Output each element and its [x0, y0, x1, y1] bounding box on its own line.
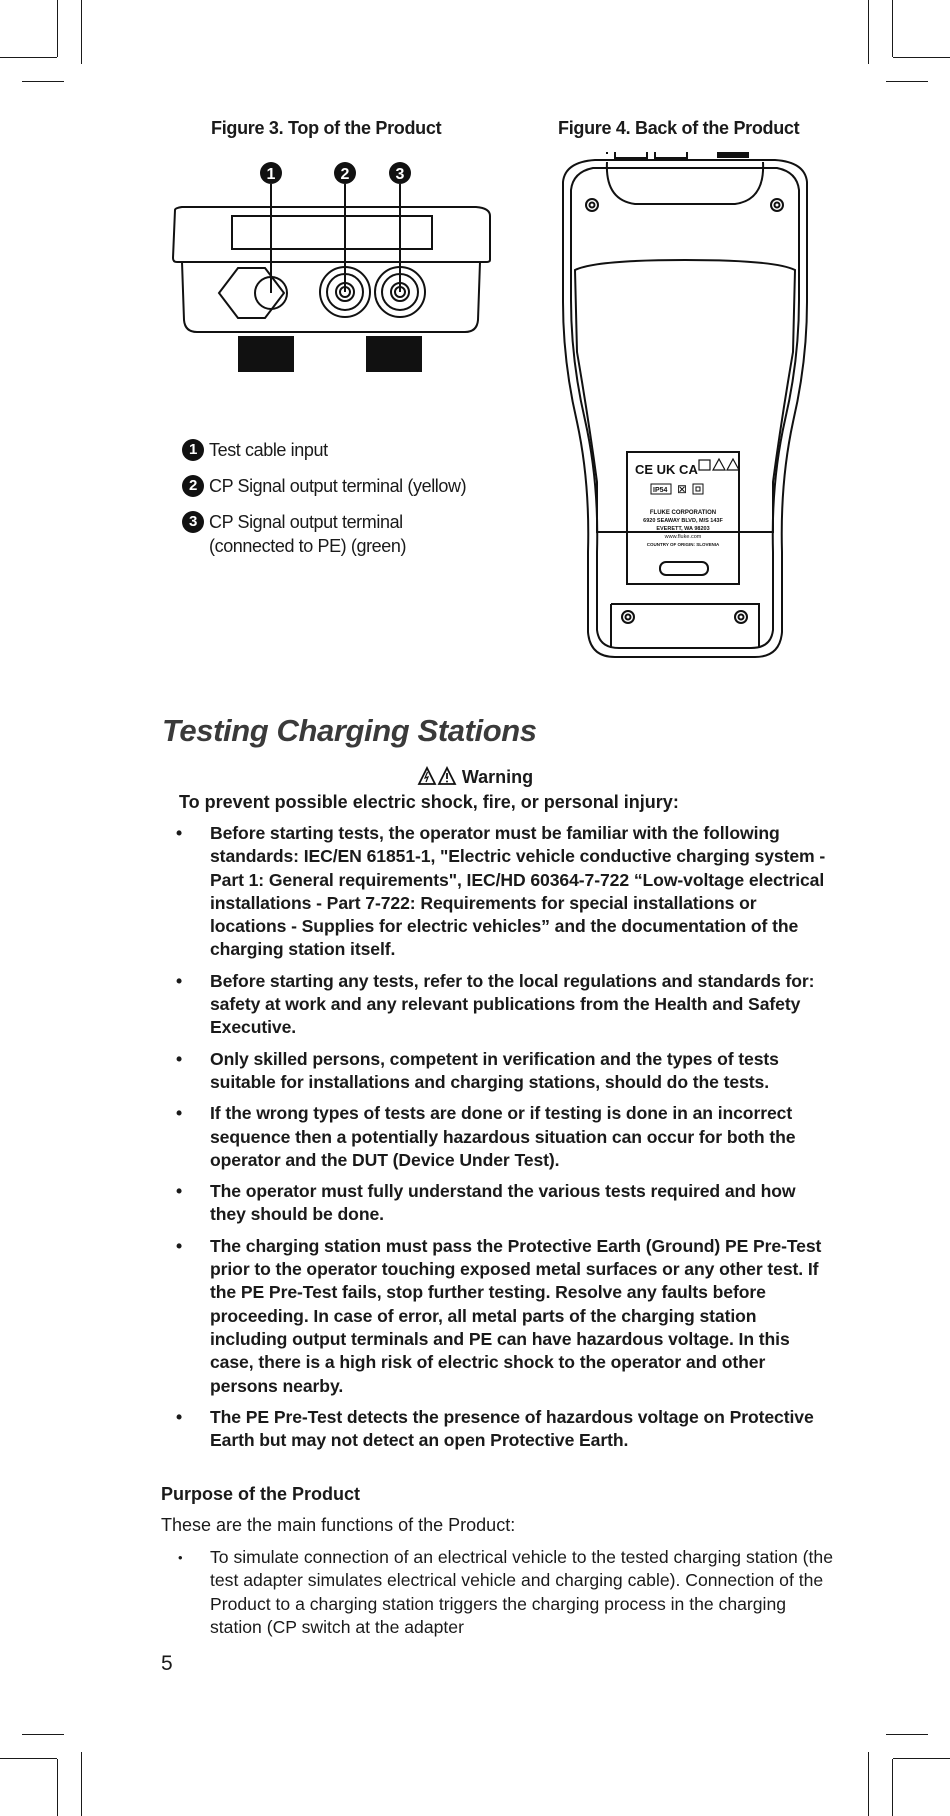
warning-item: • The PE Pre-Test detects the presence of hazardous voltage on Protective Earth but may not detect an open Protective Earth. [176, 1406, 836, 1453]
figure-4-title: Figure 4. Back of the Product [558, 118, 800, 138]
purpose-intro: These are the main functions of the Product: [161, 1515, 516, 1535]
callout-item-1 [182, 438, 466, 462]
label-website: www.fluke.com [664, 534, 702, 540]
figure-3-title: Figure 3. Top of the Product [211, 118, 442, 138]
callout-text: CP Signal output terminal [209, 512, 403, 532]
callout-list [182, 438, 466, 570]
svg-text:1: 1 [266, 166, 276, 183]
warning-label: Warning [461, 767, 534, 787]
marker-3 [389, 162, 411, 184]
function-list [176, 1546, 836, 1639]
warning-icon [713, 459, 725, 470]
callout-item-3 [182, 510, 466, 558]
warning-item: • The operator must fully understand the various tests required and how they should be done. [176, 1180, 836, 1227]
warning-item: • Only skilled persons, competent in verification and the types of tests suitable for installations and charging stations, should do the tests. [176, 1048, 836, 1095]
warning-list [176, 822, 836, 1460]
top-of-product-illustration [160, 150, 500, 380]
callout-number: 1 [182, 439, 204, 461]
section-title: Testing Charging Stations [162, 713, 537, 748]
warning-heading [0, 766, 950, 788]
ip-rating: IP54 [653, 487, 668, 494]
back-of-product-illustration [555, 152, 815, 662]
marker-2 [334, 162, 356, 184]
marker-1 [260, 162, 282, 184]
warning-item: • If the wrong types of tests are done or if testing is done in an incorrect sequence then a potentially hazardous situation can occur for both the operator and the DUT (Device Under Test). [176, 1102, 836, 1172]
label-address-2: EVERETT, WA 98203 [656, 526, 710, 532]
warning-item: • The charging station must pass the Protective Earth (Ground) PE Pre-Test prior to the operator touching exposed metal surfaces or any other test. If the PE Pre-Test fails, stop further testing. Resolve any faults before proceeding. In case of error, all metal parts of the charging station including output terminals and PE can have hazardous voltage. In this case, there is a high risk of electric shock to the operator and other persons nearby. [176, 1235, 836, 1398]
weee-icon: ⊠ [677, 482, 688, 496]
callout-number: 2 [182, 475, 204, 497]
purpose-heading: Purpose of the Product [161, 1484, 361, 1504]
function-item: • To simulate connection of an electrical vehicle to the tested charging station (the test adapter simulates electrical vehicle and charging cable). Connection of the Product to a charging station triggers the charging process in the charging station (CP switch at the adapter [176, 1546, 836, 1639]
label-address-1: 6920 SEAWAY BLVD, M/S 143F [643, 518, 723, 524]
double-insulation-icon [693, 484, 703, 494]
warning-item: • Before starting tests, the operator must be familiar with the following standards: IEC/EN 61851-1, "Electric vehicle conductive charging system - Part 1: General requirements", IEC/HD 60364-7-722 “Low-voltage electrical installations - Part 7-722: Requirements for special installations or locations - Supplies for electric vehicles” and the documentation of the charging station itself. [176, 822, 836, 962]
hazard-warning-icons [417, 766, 457, 786]
page-number: 5 [161, 1652, 173, 1675]
callout-text: Test cable input [209, 440, 328, 460]
manual-icon [699, 460, 710, 470]
label-origin: COUNTRY OF ORIGIN: SLOVENIA [646, 542, 720, 547]
callout-number: 3 [182, 511, 204, 533]
warning-icon [727, 459, 739, 470]
callout-text: CP Signal output terminal (yellow) [209, 476, 467, 496]
regulatory-marks: CE UK CA [635, 462, 698, 477]
svg-text:3: 3 [395, 166, 405, 183]
warning-intro: To prevent possible electric shock, fire, or personal injury: [179, 792, 679, 812]
callout-text-line-2: (connected to PE) (green) [209, 536, 407, 556]
svg-text:2: 2 [340, 166, 350, 183]
warning-item: • Before starting any tests, refer to the local regulations and standards for: safety at work and any relevant publications from the Health and Safety Executive. [176, 970, 836, 1040]
callout-item-2 [182, 474, 466, 498]
label-company: FLUKE CORPORATION [649, 510, 717, 516]
